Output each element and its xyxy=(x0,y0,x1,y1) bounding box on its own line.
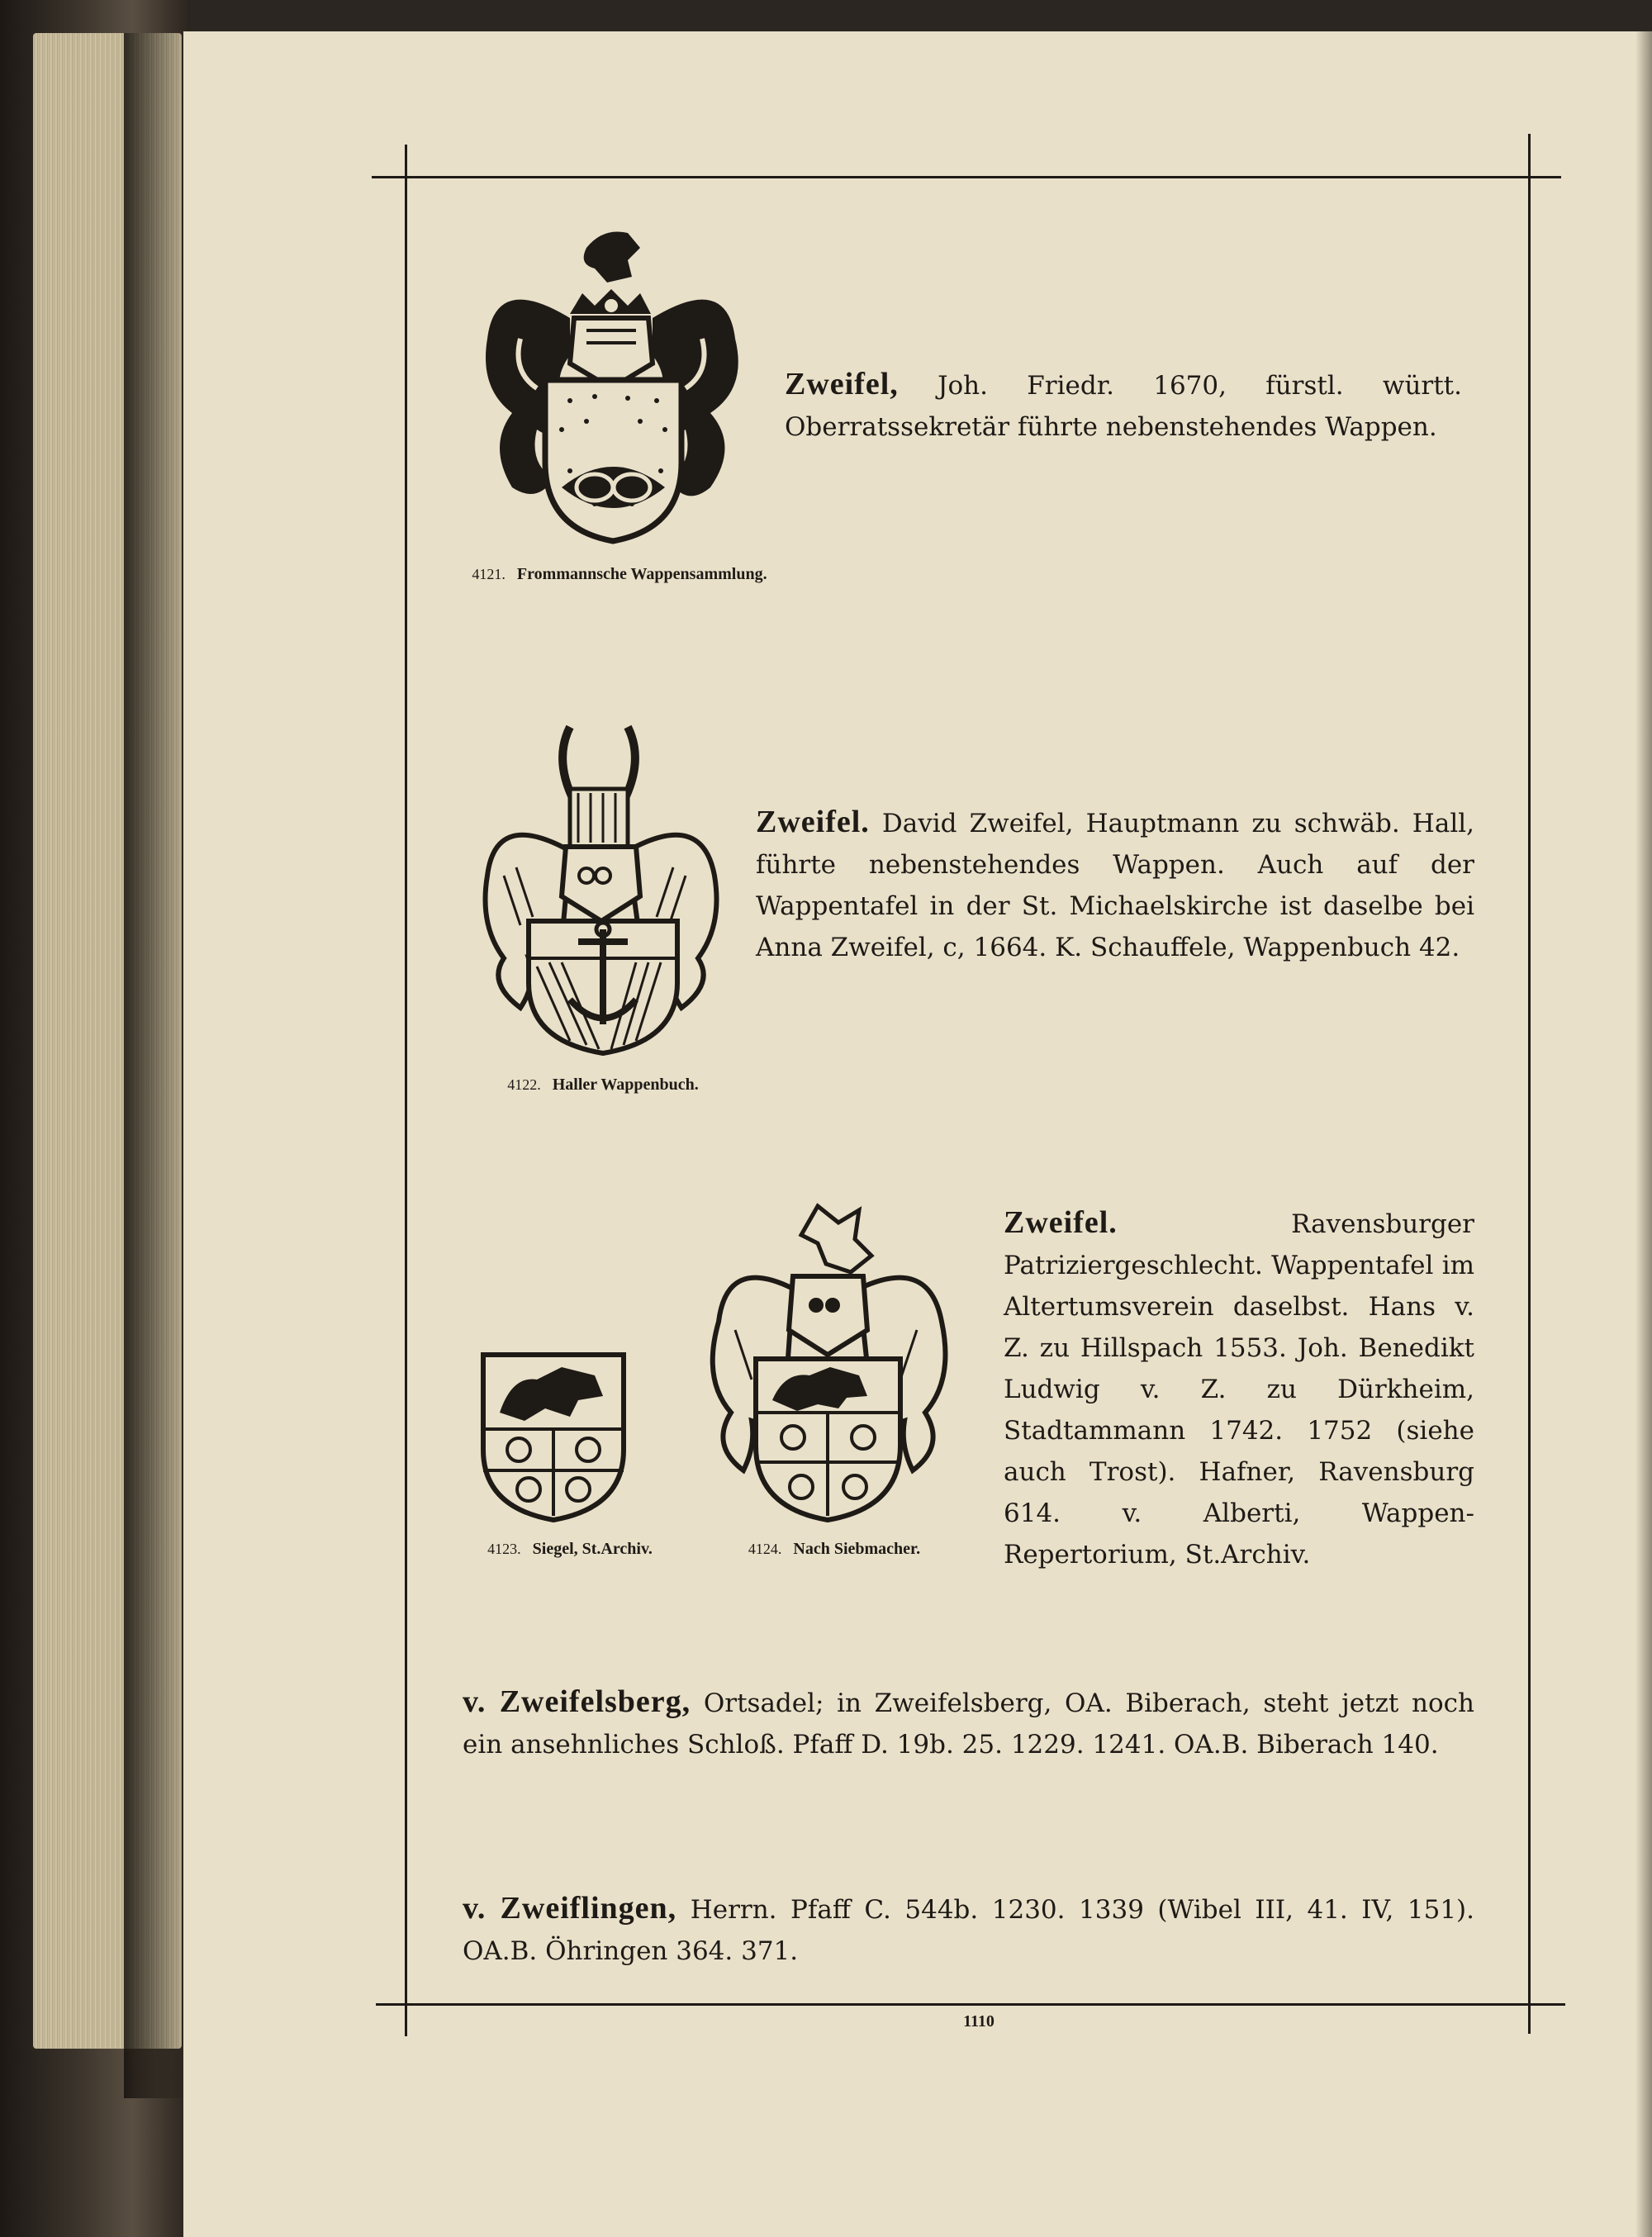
figure-number: 4121. xyxy=(472,566,506,582)
entry-zweifel-2 xyxy=(756,801,1474,968)
figure-source: Nach Siebmacher. xyxy=(793,1540,921,1558)
figure-caption-4121 xyxy=(471,562,768,587)
entry-text: Ravensburger Patriziergeschlecht. Wappentafel im Altertumsverein daselbst. Hans v. Z. zu Hillspach 1553. Joh. Benedikt Ludwig v. Z. zu Dürkheim, Stadtammann 1742. 1752 (siehe auch Trost). Hafner, Ravensburg 614. v. Alberti, Wappen-Repertorium, St.Archiv. xyxy=(1004,1209,1474,1570)
figure-number: 4123. xyxy=(487,1541,521,1557)
entry-zweifelsberg xyxy=(463,1681,1474,1765)
gutter-shadow xyxy=(124,33,190,2098)
page-number: 1110 xyxy=(963,2012,995,2030)
frame-rule-right xyxy=(1528,134,1531,2034)
entry-heading: v. Zweifelsberg, xyxy=(463,1684,691,1719)
entry-zweifel-3 xyxy=(1004,1202,1474,1575)
entry-text: David Zweifel, Hauptmann zu schwäb. Hall, führte nebenstehendes Wappen. Auch auf der Wappentafel in der St. Michaelskirche ist daselbe bei Anna Zweifel, c, 1664. K. Schauffele, Wappenbuch 42. xyxy=(756,809,1474,962)
figure-source: Haller Wappenbuch. xyxy=(552,1076,699,1094)
figure-caption-4123 xyxy=(446,1536,694,1561)
entry-text: Herrn. Pfaff C. 544b. 1230. 1339 (Wibel III, 41. IV, 151). OA.B. Öhringen 364. 371. xyxy=(463,1895,1474,1966)
entry-heading: v. Zweiflingen, xyxy=(463,1891,677,1926)
figure-source: Frommannsche Wappensammlung. xyxy=(516,565,767,583)
coat-of-arms-4122 xyxy=(471,710,735,1057)
figure-caption-4122 xyxy=(463,1072,743,1097)
figure-source: Siegel, St.Archiv. xyxy=(532,1540,653,1558)
entry-heading: Zweifel. xyxy=(756,805,870,839)
entry-zweiflingen xyxy=(463,1888,1474,1972)
entry-heading: Zweifel, xyxy=(785,367,899,401)
frame-rule-bottom xyxy=(376,2003,1565,2006)
coat-of-arms-4123 xyxy=(479,1351,628,1524)
entry-zweifel-1 xyxy=(785,363,1462,448)
coat-of-arms-4124 xyxy=(694,1198,966,1528)
figure-number: 4124. xyxy=(748,1541,782,1557)
figure-caption-4124 xyxy=(702,1536,966,1561)
figure-number: 4122. xyxy=(507,1076,541,1093)
entry-text: Joh. Friedr. 1670, fürstl. württ. Oberratssekretär führte nebenstehendes Wappen. xyxy=(785,371,1462,442)
entry-text: Ortsadel; in Zweifelsberg, OA. Biberach, steht jetzt noch ein ansehnliches Schloß. Pfaff D. 19b. 25. 1229. 1241. OA.B. Biberach 140. xyxy=(463,1688,1474,1760)
coat-of-arms-4121 xyxy=(463,223,760,553)
frame-rule-top xyxy=(372,176,1561,178)
frame-rule-left xyxy=(405,145,407,2036)
entry-heading: Zweifel. xyxy=(1004,1205,1118,1240)
